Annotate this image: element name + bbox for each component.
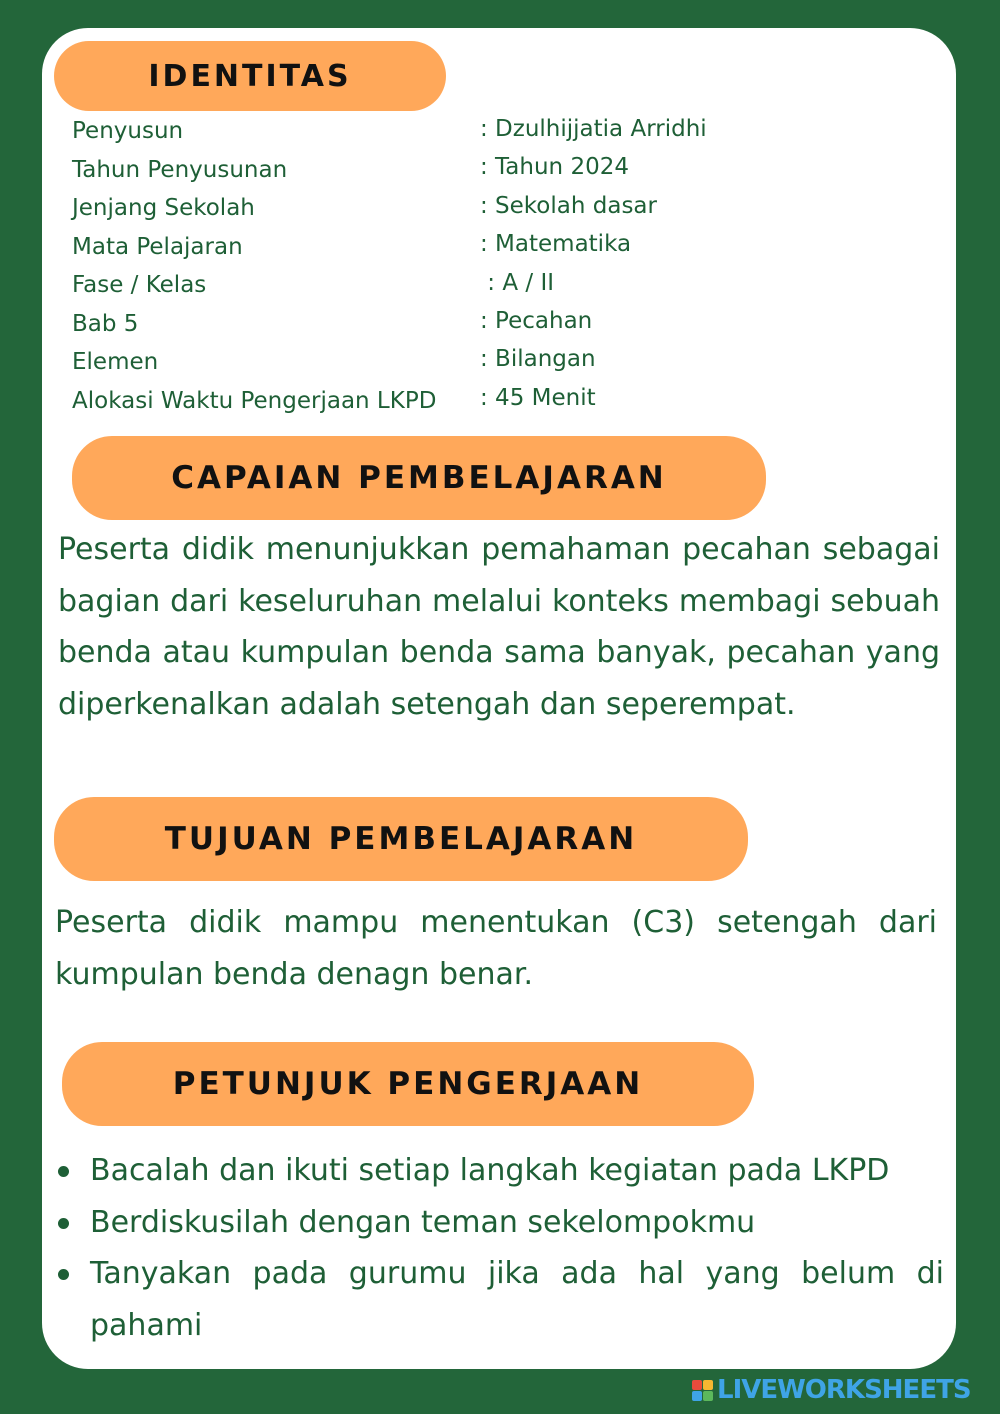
identitas-value: : 45 Menit <box>480 385 596 411</box>
list-item: Tanyakan pada gurumu jika ada hal yang belum di pahami <box>58 1248 944 1351</box>
identitas-value: : Pecahan <box>480 308 593 334</box>
identitas-value: : A / II <box>480 270 555 296</box>
identitas-value: : Tahun 2024 <box>480 154 629 180</box>
identitas-value: : Sekolah dasar <box>480 193 657 219</box>
capaian-text: Peserta didik menunjukkan pemahaman pecahan sebagai bagian dari keseluruhan melalui konteks membagi sebuah benda atau kumpulan benda sama banyak, pecahan yang diperkenalkan adalah setengah dan seperempat. <box>58 532 940 722</box>
identitas-label: Bab 5 <box>72 311 139 337</box>
identitas-label: Elemen <box>72 349 159 375</box>
list-item: Berdiskusilah dengan teman sekelompokmu <box>58 1197 944 1249</box>
bullet-dot-icon <box>58 1166 69 1177</box>
capaian-heading: CAPAIAN PEMBELAJARAN <box>72 436 766 520</box>
identitas-heading: IDENTITAS <box>54 41 446 111</box>
liveworksheets-icon <box>692 1380 713 1401</box>
identitas-label: Tahun Penyusunan <box>72 157 288 183</box>
tujuan-text: Peserta didik mampu menentukan (C3) setengah dari kumpulan benda denagn benar. <box>55 905 937 992</box>
identitas-value: : Dzulhijjatia Arridhi <box>480 116 707 142</box>
petunjuk-heading: PETUNJUK PENGERJAAN <box>62 1042 754 1126</box>
petunjuk-list <box>58 1145 944 1351</box>
identitas-label: Penyusun <box>72 118 184 144</box>
list-item: Bacalah dan ikuti setiap langkah kegiatan pada LKPD <box>58 1145 944 1197</box>
bullet-dot-icon <box>58 1269 69 1280</box>
liveworksheets-logo <box>692 1374 971 1406</box>
liveworksheets-text: LIVEWORKSHEETS <box>717 1375 971 1405</box>
identitas-value: : Bilangan <box>480 346 596 372</box>
bullet-dot-icon <box>58 1218 69 1229</box>
identitas-label: Jenjang Sekolah <box>72 195 255 221</box>
identitas-value: : Matematika <box>480 231 632 257</box>
logo-square <box>692 1380 702 1390</box>
identitas-label: Mata Pelajaran <box>72 234 243 260</box>
identitas-label: Alokasi Waktu Pengerjaan LKPD <box>72 388 437 414</box>
tujuan-heading: TUJUAN PEMBELAJARAN <box>54 797 748 881</box>
logo-square <box>692 1391 702 1401</box>
identitas-label: Fase / Kelas <box>72 272 207 298</box>
logo-square <box>703 1391 713 1401</box>
logo-square <box>703 1380 713 1390</box>
